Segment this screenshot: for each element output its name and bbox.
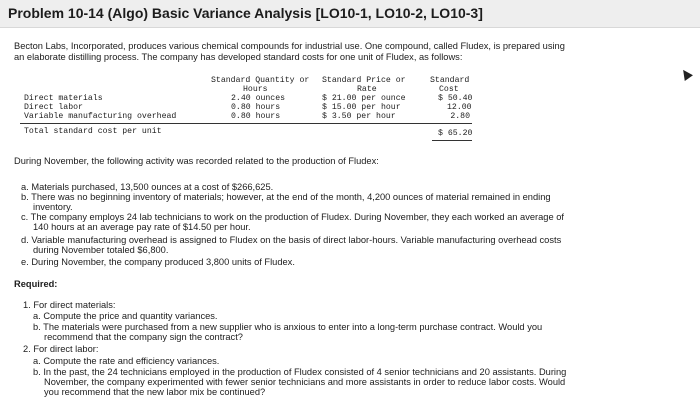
row-qty-materials: 2.40 ounces — [231, 94, 286, 103]
required-2: 2. For direct labor: — [23, 344, 99, 354]
row-cost-labor: 12.00 — [447, 103, 472, 112]
activity-b-cont: inventory. — [33, 202, 73, 212]
required-1: 1. For direct materials: — [23, 300, 116, 310]
activity-a: a. Materials purchased, 13,500 ounces at a cost of $266,625. — [21, 182, 274, 192]
activity-d-cont: during November totaled $6,800. — [33, 245, 169, 255]
required-2b: b. In the past, the 24 technicians employed in the production of Fludex consisted of 4 senior technicians and 20 assistants. During — [33, 367, 567, 377]
activity-c: c. The company employs 24 lab technicians to work on the production of Fludex. During November, they each worked an average of — [21, 212, 564, 222]
total-label: Total standard cost per unit — [24, 127, 162, 136]
row-label-materials: Direct materials — [24, 94, 103, 103]
mouse-pointer-icon — [679, 67, 693, 81]
total-cost: $ 65.20 — [438, 129, 473, 138]
required-1b-cont: recommend that the company sign the contract? — [44, 332, 243, 342]
row-label-labor: Direct labor — [24, 103, 83, 112]
required-1a: a. Compute the price and quantity variances. — [33, 311, 218, 321]
row-cost-materials: $ 50.40 — [438, 94, 473, 103]
intro-line-2: an elaborate distilling process. The company has developed standard costs for one unit of Fludex, as follows: — [14, 52, 463, 62]
row-label-overhead: Variable manufacturing overhead — [24, 112, 177, 121]
header-price-1: Standard Price or — [322, 76, 406, 85]
intro-line-1: Becton Labs, Incorporated, produces various chemical compounds for industrial use. One compound, called Fludex, is prepared using — [14, 41, 565, 51]
header-price-2: Rate — [357, 85, 377, 94]
page-title: Problem 10-14 (Algo) Basic Variance Analysis [LO10-1, LO10-2, LO10-3] — [8, 5, 483, 21]
row-price-overhead: $ 3.50 per hour — [322, 112, 396, 121]
required-2a: a. Compute the rate and efficiency variances. — [33, 356, 220, 366]
row-cost-overhead: 2.80 — [450, 112, 470, 121]
activity-intro: During November, the following activity was recorded related to the production of Fludex: — [14, 156, 379, 166]
activity-c-cont: 140 hours at an average pay rate of $14.50 per hour. — [33, 222, 251, 232]
title-bar — [0, 0, 700, 28]
activity-d: d. Variable manufacturing overhead is assigned to Fludex on the basis of direct labor-hours. Variable manufacturing overhead costs — [21, 235, 562, 245]
required-2b-cont: November, the company experimented with fewer senior technicians and more assistants in order to reduce labor costs. Would — [44, 377, 566, 387]
header-cost-1: Standard — [430, 76, 470, 85]
required-1b: b. The materials were purchased from a new supplier who is anxious to enter into a long-term purchase contract. Would you — [33, 322, 543, 332]
row-price-labor: $ 15.00 per hour — [322, 103, 401, 112]
header-qty-2: Hours — [243, 85, 268, 94]
header-cost-2: Cost — [439, 85, 459, 94]
required-2b-cont-2: you recommend that the new labor mix be continued? — [44, 387, 266, 397]
total-underline — [432, 140, 472, 141]
row-qty-overhead: 0.80 hours — [231, 112, 281, 121]
total-divider — [20, 123, 472, 124]
activity-e: e. During November, the company produced 3,800 units of Fludex. — [21, 257, 295, 267]
required-heading: Required: — [14, 279, 58, 289]
activity-b: b. There was no beginning inventory of materials; however, at the end of the month, 4,200 ounces of material remained in ending — [21, 192, 551, 202]
row-qty-labor: 0.80 hours — [231, 103, 281, 112]
header-qty-1: Standard Quantity or — [211, 76, 310, 85]
row-price-materials: $ 21.00 per ounce — [322, 94, 406, 103]
